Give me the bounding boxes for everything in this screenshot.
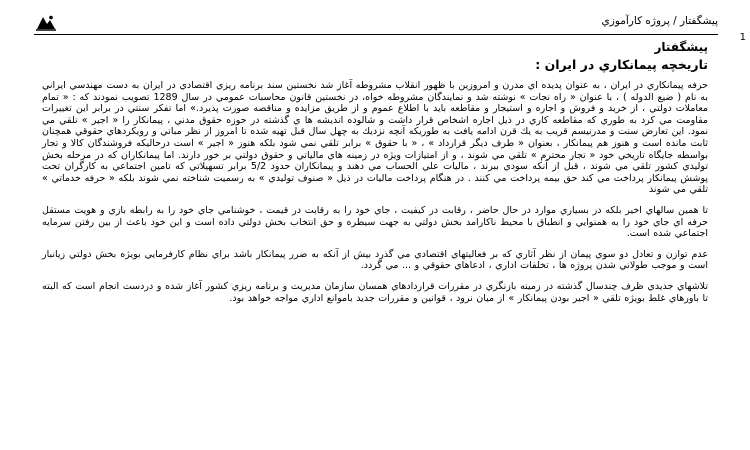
document-body <box>42 80 708 313</box>
page-header <box>34 12 718 35</box>
logo-icon <box>34 14 58 32</box>
page-number: 1 <box>739 32 746 43</box>
subtitle: تاريخچه پيمانكاري در ايران : <box>535 57 708 72</box>
paragraph: تا همين سالهاي اخير بلكه در بسياري موارد در حال حاضر ، رقابت در كيفيت ، جاي خود را به رقابت در قيمت ، خوشنامي جاي خود را به رابطه بازي و هويت مستقل حرفه اي جاي خود را به همنوايي و انطباق با محيط ناكارامد بخش دولتي به جهت سيطره و حق انتخاب بخش دولتي داده است و اين خود باعث از بين رفتن سرمايه اجتماعي شده است. <box>42 204 708 240</box>
title-block <box>535 40 708 73</box>
paragraph: تلاشهاي جديدي ظرف چندسال گذشته در زمينه بازنگري در مقررات قراردادهاي همسان سازمان مديريت و برنامه ريزي كشور آغاز شده و دردست انجام است كه البته تا باورهاي غلط بويژه تلقي « اجير بودن پيمانكار » از ميان نرود ، قوانين و مقررات جديد باموانع اداري مواجه خواهد بود. <box>42 280 708 304</box>
header-breadcrumb: پيشگفتار / پروژه كارآموزي <box>601 15 718 27</box>
section-title: پيشگفتار <box>654 40 708 54</box>
paragraph: عدم توازن و تعادل دو سوي پيمان از نظر آثاري كه بر فعاليتهاي اقتصادي مي گذرد بيش از آنكه به ضرر پيمانكار باشد براي نظام كارفرمايي بويژه بخش دولتي زيانبار است و موجب طولاني شدن پروژه ها ، تخلفات اداري ، ادعاهاي حقوقي و ... مي گردد. <box>42 248 708 272</box>
paragraph: حرفه پيمانكاري در ايران ، به عنوان پديده اي مدرن و امروزين با ظهور انقلاب مشروطه آغاز شد نخستين سند برنامه ريزي اقتصادي در ايران به دست مهندسي ايراني به نام ( ضيع الدوله ) ، با عنوان « راه نجات » نوشته شد و نمايندگان مشروطه خواه، در نخستين قانون محاسبات عمومي در سال 1289 تصويب نمودند كه : « تمام معاملات دولتي ، از خريد و فروش و اجاره و استيجار و مقاطعه بايد با اطلاع عموم و از طريق مزايده و مناقصه صورت پذيرد.» اما تفكر سنتي در برابر اين تغييرات مقاومت مي كرد به طوري كه مقاطعه كاري در ذيل اجاره اشخاص قرار داشت و شالوده انديشه ها ي گذشته در حوزه حقوق مدني ، پيمانكار را « اجير » تلقي مي نمود. اين تعارض سنت و مدرنيسم قريب به يك قرن ادامه يافت به طوريكه آنچه نزديك به چهل سال قبل تهيه شده تا امروز از نظر مباني و رويكردهاي حقوقي همچنان ثابت مانده است و هنوز هم پيمانكار ، بعنوان « طرف ديگر قرارداد » ، « با حقوق » برابر تلقي نمي شود بلكه هنوز « اجير » است درحاليكه فروشندگان كالا و تجار بواسطه جايگاه تاريخي خود « تجار محترم » تلقي مي شوند ، و از امتيازات ويژه در زمينه هاي مالياتي و حقوق دولتي بر خور دارند. اما پيمانكاران كه در مرحله بخش توليدي كشور تلقي مي شوند ، قبل از آنكه سودي ببرند ، ماليات علي الحساب مي دهند و پيمانكاران حدود 5/2 برابر تسهيلاتي كه تامين اجتماعي به كارگران تحت پوشش پيمانكار پرداخت مي كند حق بيمه پرداخت مي كنند . در هنگام پرداخت ماليات در ذيل « صنوف توليدي » به رسميت شناخته نمي شوند بلكه « حرفه خدماتي » تلقي مي شوند <box>42 80 708 196</box>
